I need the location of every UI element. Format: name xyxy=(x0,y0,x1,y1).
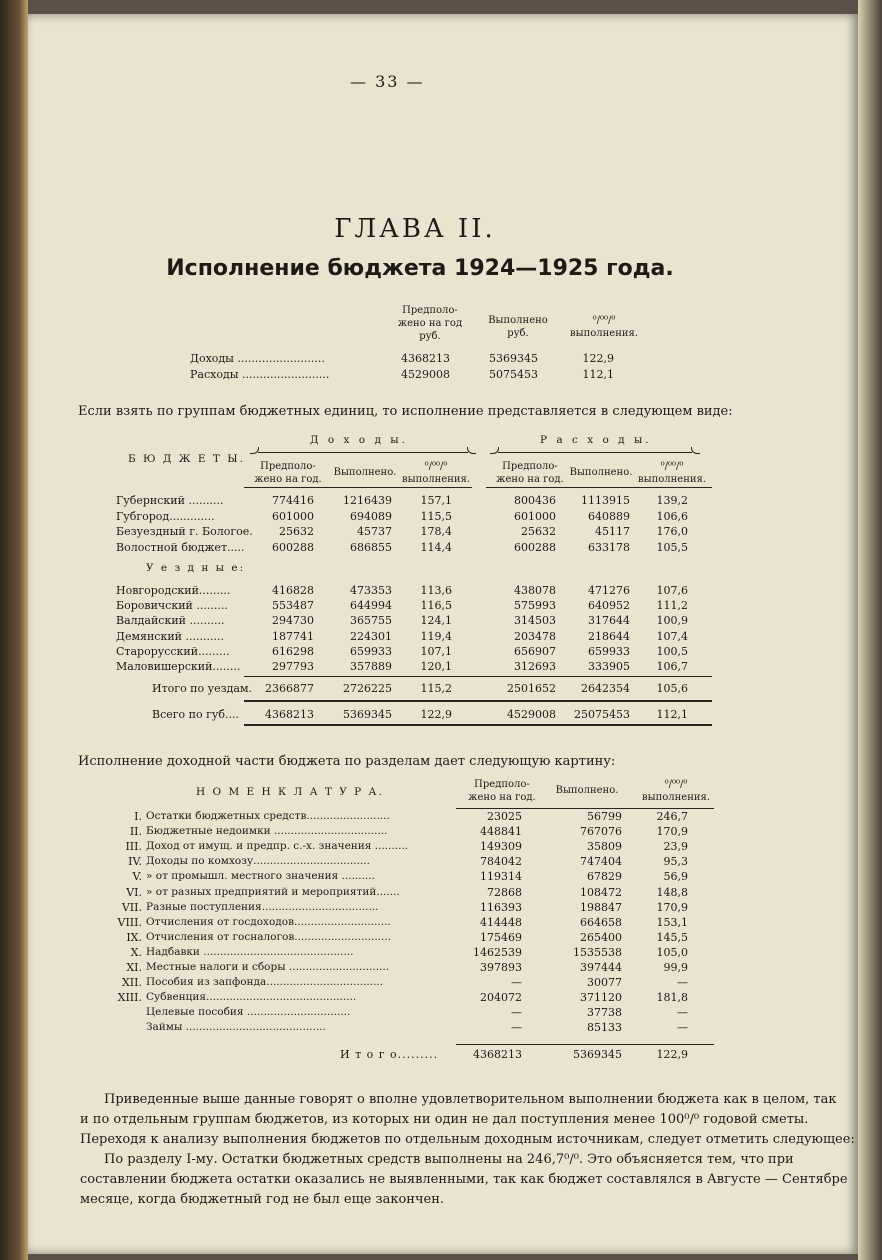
nomenclature-value: 170,9 xyxy=(656,900,688,914)
budget-value: 105,6 xyxy=(656,682,688,695)
nomenclature-value: 145,5 xyxy=(656,930,688,944)
nomenclature-name: Отчисления от госналогов............................. xyxy=(146,930,392,943)
budget-value: 600288 xyxy=(514,540,556,554)
income-intro: Исполнение доходной части бюджета по разделам дает следующую картину: xyxy=(78,754,616,769)
nomenclature-value: 148,8 xyxy=(656,885,688,899)
summary-value: 4529008 xyxy=(401,368,450,381)
budget-name: Итого по уездам. xyxy=(152,682,252,695)
nomenclature-value: — xyxy=(677,1006,688,1020)
budget-value: 100,5 xyxy=(656,644,688,658)
budget-value: 45117 xyxy=(595,525,630,538)
budget-value: 25075453 xyxy=(574,708,630,721)
budget-value: 656907 xyxy=(514,644,556,658)
budget-value: 178,4 xyxy=(420,525,452,538)
nomenclature-name: Доход от имущ. и предпр. с.-х. значения .......... xyxy=(146,840,409,853)
nomenclature-header: ⁰/⁰⁰/⁰ выполнения. xyxy=(641,779,711,803)
paragraph-line: составлении бюджета остатки оказались не выявленными, так как бюджет составлялся в Августе — Сентябре xyxy=(80,1172,848,1187)
budget-value: 600288 xyxy=(272,540,314,554)
expense-brace xyxy=(498,452,692,459)
budget-value: 176,0 xyxy=(656,525,688,538)
budget-value: 203478 xyxy=(514,629,556,643)
budget-name: Безуездный г. Бологое. xyxy=(116,525,253,538)
nomenclature-value: 448841 xyxy=(480,825,522,839)
nomenclature-total-value: 5369345 xyxy=(573,1048,622,1061)
nomenclature-number: IV. xyxy=(128,855,142,869)
budget-value: 774416 xyxy=(272,494,314,507)
uezd-label: У е з д н ы е: xyxy=(146,562,246,574)
budget-value: 111,2 xyxy=(656,599,688,613)
budget-value: 317644 xyxy=(588,614,630,628)
summary-header-pct: ⁰/⁰⁰/⁰ выполнения. xyxy=(569,315,639,339)
budgets-header: Выполнено. xyxy=(333,467,397,478)
nomenclature-header: Предполо-жено на год. xyxy=(468,779,536,803)
budget-value: 107,6 xyxy=(656,584,688,597)
nomenclature-value: 181,8 xyxy=(656,991,688,1005)
nomenclature-value: 204072 xyxy=(480,991,522,1005)
nomenclature-number: VII. xyxy=(121,900,142,914)
nomenclature-number: XII. xyxy=(121,976,142,990)
budget-value: 644994 xyxy=(350,599,392,613)
budget-value: 112,1 xyxy=(656,708,688,721)
budget-value: 694089 xyxy=(350,509,392,523)
nomenclature-number: V. xyxy=(132,870,142,884)
nomenclature-value: 85133 xyxy=(587,1021,622,1035)
budget-value: 2501652 xyxy=(507,682,556,695)
nomenclature-value: — xyxy=(511,1006,522,1020)
budget-value: 471276 xyxy=(588,584,630,597)
nomenclature-value: — xyxy=(677,976,688,990)
summary-label: Доходы ......................... xyxy=(190,352,325,365)
budget-value: 1216439 xyxy=(343,494,392,507)
budget-value: 659933 xyxy=(350,644,392,658)
nomenclature-value: 30077 xyxy=(587,976,622,990)
budget-value: 553487 xyxy=(272,599,314,613)
budget-value: 438078 xyxy=(514,584,556,597)
nomenclature-value: 414448 xyxy=(480,915,522,929)
budget-value: 297793 xyxy=(272,660,314,673)
budget-value: 4529008 xyxy=(507,708,556,721)
budget-name: Волостной бюджет..... xyxy=(116,540,245,554)
paragraph-line: месяце, когда бюджетный год не был еще закончен. xyxy=(80,1192,445,1207)
nomenclature-value: 72868 xyxy=(487,885,522,899)
nomenclature-value: 784042 xyxy=(480,855,522,869)
budget-value: 116,5 xyxy=(420,599,452,613)
page-edge xyxy=(858,0,882,1260)
nomenclature-value: — xyxy=(511,1021,522,1035)
nomenclature-value: 23,9 xyxy=(663,840,688,854)
budget-value: 122,9 xyxy=(420,708,452,721)
budget-value: 107,4 xyxy=(656,629,688,643)
nomenclature-name: Отчисления от госдоходов............................. xyxy=(146,915,391,928)
nomenclature-header: Выполнено. xyxy=(555,785,619,796)
budget-value: 187741 xyxy=(272,629,314,643)
budget-value: 365755 xyxy=(350,614,392,628)
nomenclature-name: Займы .......................................... xyxy=(146,1021,326,1034)
budget-value: 113,6 xyxy=(420,584,452,597)
nomenclature-total-value: 4368213 xyxy=(473,1048,522,1061)
nomenclature-number: XIII. xyxy=(117,991,142,1005)
paragraph-line: Приведенные выше данные говорят о вполне удовлетворительном выполнении бюджета как в целом, так xyxy=(104,1092,837,1107)
nomenclature-name: Надбавки ............................................. xyxy=(146,945,354,958)
nomenclature-value: 767076 xyxy=(580,825,622,839)
nomenclature-total-label: И т о г о......... xyxy=(340,1048,439,1061)
budget-value: 800436 xyxy=(514,494,556,507)
budget-name: Губернский .......... xyxy=(116,494,224,507)
budget-name: Всего по губ.... xyxy=(152,708,239,721)
income-group-label: Д о х о д ы. xyxy=(310,434,408,446)
nomenclature-name: Бюджетные недоимки .................................. xyxy=(146,825,388,838)
budget-value: 106,7 xyxy=(656,660,688,673)
budget-value: 2726225 xyxy=(343,682,392,695)
budget-value: 25632 xyxy=(521,525,556,538)
budget-value: 640952 xyxy=(588,599,630,613)
budget-value: 45737 xyxy=(357,525,392,538)
budget-value: 224301 xyxy=(350,629,392,643)
nomenclature-value: — xyxy=(677,1021,688,1035)
budget-value: 105,5 xyxy=(656,540,688,554)
nomenclature-number: X. xyxy=(130,945,142,959)
nomenclature-value: 170,9 xyxy=(656,825,688,839)
budgets-column-label: Б Ю Д Ж Е Т Ы. xyxy=(128,453,245,465)
budget-value: 616298 xyxy=(272,644,314,658)
expense-group-label: Р а с х о д ы. xyxy=(540,434,652,446)
summary-value: 122,9 xyxy=(582,352,614,365)
budget-value: 120,1 xyxy=(420,660,452,673)
nomenclature-column-label: Н О М Е Н К Л А Т У Р А. xyxy=(196,786,384,798)
budget-value: 473353 xyxy=(350,584,392,597)
budget-value: 218644 xyxy=(588,629,630,643)
nomenclature-value: 23025 xyxy=(487,810,522,823)
nomenclature-name: » от промышл. местного значения .......... xyxy=(146,870,375,883)
budget-value: 5369345 xyxy=(343,708,392,721)
nomenclature-value: 397444 xyxy=(580,961,622,974)
budget-value: 107,1 xyxy=(420,644,452,658)
budget-value: 2366877 xyxy=(265,682,314,695)
nomenclature-value: 246,7 xyxy=(656,810,688,823)
budget-value: 2642354 xyxy=(581,682,630,695)
budget-value: 124,1 xyxy=(420,614,452,628)
summary-value: 4368213 xyxy=(401,352,450,365)
budget-value: 314503 xyxy=(514,614,556,628)
budget-value: 416828 xyxy=(272,584,314,597)
summary-value: 112,1 xyxy=(582,368,614,381)
nomenclature-number: XI. xyxy=(126,961,142,974)
budget-value: 357889 xyxy=(350,660,392,673)
nomenclature-value: 664658 xyxy=(580,915,622,929)
nomenclature-number: VI. xyxy=(126,885,142,899)
nomenclature-value: 198847 xyxy=(580,900,622,914)
book-spine xyxy=(0,0,28,1260)
budget-value: 633178 xyxy=(588,540,630,554)
budget-value: 312693 xyxy=(514,660,556,673)
income-brace xyxy=(258,452,468,459)
budget-name: Старорусский......... xyxy=(116,644,230,658)
budget-value: 114,4 xyxy=(420,540,452,554)
nomenclature-value: 108472 xyxy=(580,885,622,899)
chapter-heading: ГЛАВА II. xyxy=(334,214,496,244)
nomenclature-value: 56799 xyxy=(587,810,622,823)
nomenclature-value: 105,0 xyxy=(656,945,688,959)
summary-value: 5075453 xyxy=(489,368,538,381)
nomenclature-number: II. xyxy=(129,825,142,839)
nomenclature-value: 397893 xyxy=(480,961,522,974)
nomenclature-value: — xyxy=(511,976,522,990)
nomenclature-value: 119314 xyxy=(480,870,522,884)
nomenclature-value: 35809 xyxy=(587,840,622,854)
nomenclature-number: I. xyxy=(134,810,142,823)
budget-value: 100,9 xyxy=(656,614,688,628)
nomenclature-value: 67829 xyxy=(587,870,622,884)
nomenclature-value: 1462539 xyxy=(473,945,522,959)
budget-name: Демянский ........... xyxy=(116,629,224,643)
nomenclature-name: Остатки бюджетных средств......................... xyxy=(146,810,390,822)
nomenclature-value: 149309 xyxy=(480,840,522,854)
nomenclature-value: 1535538 xyxy=(573,945,622,959)
budgets-header: Предполо-жено на год. xyxy=(496,461,564,485)
budget-value: 659933 xyxy=(588,644,630,658)
nomenclature-value: 153,1 xyxy=(656,915,688,929)
budget-value: 139,2 xyxy=(656,494,688,507)
nomenclature-name: Пособия из запфонда................................... xyxy=(146,976,384,989)
nomenclature-number: III. xyxy=(125,840,142,854)
budgets-header: ⁰/⁰⁰/⁰ выполнения. xyxy=(401,461,471,485)
nomenclature-value: 37738 xyxy=(587,1006,622,1020)
nomenclature-value: 95,3 xyxy=(663,855,688,869)
budget-value: 157,1 xyxy=(420,494,452,507)
nomenclature-name: » от разных предприятий и мероприятий....... xyxy=(146,885,400,898)
nomenclature-value: 265400 xyxy=(580,930,622,944)
budget-value: 686855 xyxy=(350,540,392,554)
nomenclature-value: 56,9 xyxy=(663,870,688,884)
budget-value: 4368213 xyxy=(265,708,314,721)
budget-value: 294730 xyxy=(272,614,314,628)
nomenclature-total-value: 122,9 xyxy=(656,1048,688,1061)
budget-name: Новгородский......... xyxy=(116,584,231,597)
budget-value: 115,2 xyxy=(420,682,452,695)
nomenclature-name: Субвенция............................................. xyxy=(146,991,357,1004)
budget-value: 106,6 xyxy=(656,509,688,523)
summary-header-planned: Предполо-жено на год руб. xyxy=(397,305,463,342)
budget-name: Боровичский ......... xyxy=(116,599,228,613)
budgets-header: Предполо-жено на год. xyxy=(254,461,322,485)
budget-name: Валдайский .......... xyxy=(116,614,225,628)
nomenclature-value: 116393 xyxy=(480,900,522,914)
budget-value: 25632 xyxy=(279,525,314,538)
budget-name: Маловишерский........ xyxy=(116,660,241,673)
budget-value: 575993 xyxy=(514,599,556,613)
budget-value: 119,4 xyxy=(420,629,452,643)
summary-label: Расходы ......................... xyxy=(190,368,330,381)
summary-value: 5369345 xyxy=(489,352,538,365)
nomenclature-value: 747404 xyxy=(580,855,622,869)
nomenclature-name: Целевые пособия ............................... xyxy=(146,1006,351,1019)
summary-header-done: Выполнено руб. xyxy=(488,315,548,339)
paragraph-line: и по отдельным группам бюджетов, из которых ни один не дал поступления менее 100⁰/⁰ годовой сметы. xyxy=(80,1112,809,1127)
intro-text: Если взять по группам бюджетных единиц, то исполнение представляется в следующем виде: xyxy=(78,404,733,419)
nomenclature-name: Местные налоги и сборы .............................. xyxy=(146,961,390,973)
nomenclature-value: 175469 xyxy=(480,930,522,944)
budget-value: 1113915 xyxy=(581,494,630,507)
paragraph-line: Переходя к анализу выполнения бюджетов по отдельным доходным источникам, следует отметить следующее: xyxy=(80,1132,855,1147)
budgets-header: Выполнено. xyxy=(569,467,633,478)
page-number: — 33 — xyxy=(350,72,425,91)
budget-value: 601000 xyxy=(514,509,556,523)
budget-name: Губгород............. xyxy=(116,509,215,523)
nomenclature-value: 371120 xyxy=(580,991,622,1005)
budget-value: 640889 xyxy=(588,509,630,523)
budget-value: 115,5 xyxy=(420,509,452,523)
paragraph-line: По разделу I-му. Остатки бюджетных средств выполнены на 246,7⁰/⁰. Это объясняется тем, что при xyxy=(104,1152,794,1167)
nomenclature-number: VIII. xyxy=(117,915,142,929)
page-title: Исполнение бюджета 1924—1925 года. xyxy=(166,256,674,281)
budgets-header: ⁰/⁰⁰/⁰ выполнения. xyxy=(637,461,707,485)
budget-value: 333905 xyxy=(588,660,630,673)
budget-value: 601000 xyxy=(272,509,314,523)
nomenclature-number: IX. xyxy=(126,930,142,944)
nomenclature-name: Доходы по комхозу................................... xyxy=(146,855,370,868)
nomenclature-name: Разные поступления................................... xyxy=(146,900,379,913)
nomenclature-value: 99,9 xyxy=(663,961,688,974)
